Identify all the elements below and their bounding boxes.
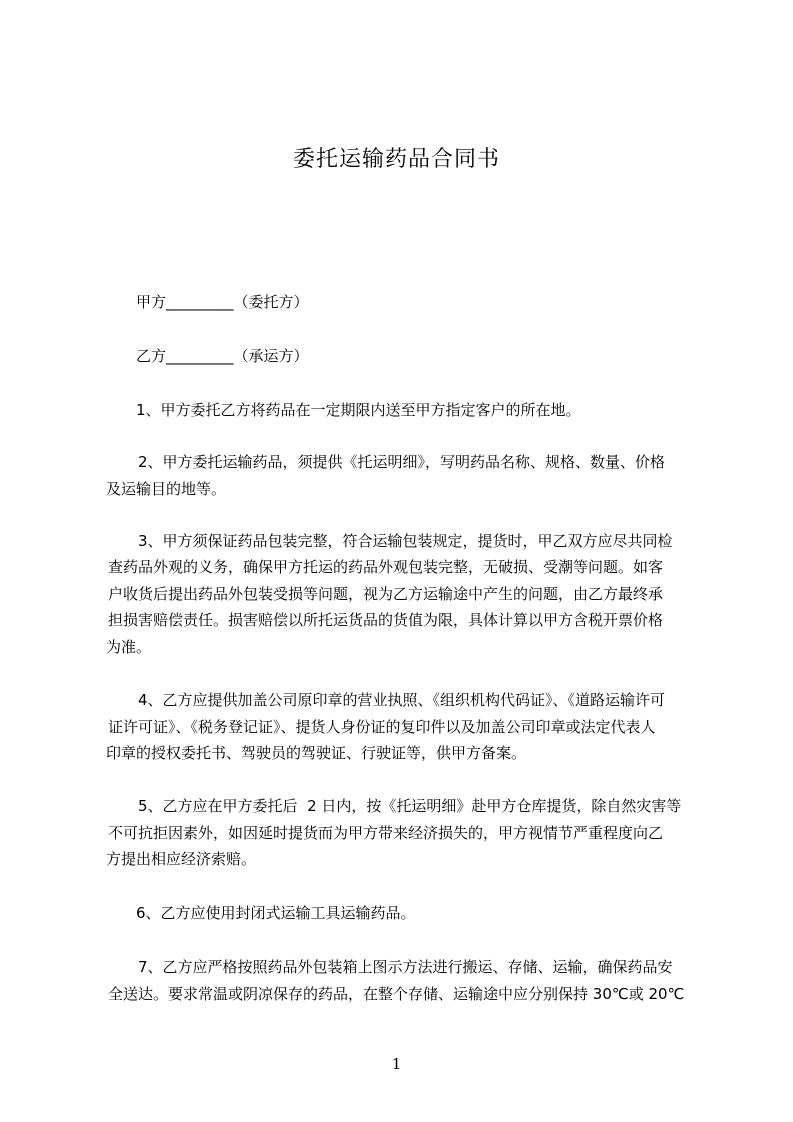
clause-1-line-1: 1、甲方委托乙方将药品在一定期限内送至甲方指定客户的所在地。 [136, 401, 581, 419]
clause-3-line-3: 户收货后提出药品外包装受损等问题，视为乙方运输途中产生的问题，由乙方最终承 [108, 585, 664, 603]
clause-7-line-1: 7、乙方应严格按照药品外包装箱上图示方法进行搬运、存储、运输，确保药品安 [138, 958, 673, 976]
clause-3-line-1: 3、甲方须保证药品包装完整，符合运输包装规定，提货时，甲乙双方应尽共同检 [138, 532, 673, 550]
clause-4-line-3: 印章的授权委托书、驾驶员的驾驶证、行驶证等，供甲方备案。 [106, 744, 527, 762]
clause-4-line-2: 证许可证》、《税务登记证》、提货人身份证的复印件以及加盖公司印章或法定代表人 [108, 718, 656, 736]
party-a-line: 甲方_________（委托方） [136, 293, 309, 311]
clause-6-line-1: 6、乙方应使用封闭式运输工具运输药品。 [136, 904, 416, 922]
page-number: 1 [391, 1055, 402, 1073]
clause-3-line-4: 担损害赔偿责任。损害赔偿以所托运货品的货值为限，具体计算以甲方含税开票价格 [108, 611, 664, 629]
clause-5-line-2: 不可抗拒因素外，如因延时提货而为甲方带来经济损失的，甲方视情节严重程度向乙 [108, 824, 664, 842]
clause-2-line-2: 及运输目的地等。 [106, 480, 227, 498]
document-title: 委托运输药品合同书 [292, 147, 500, 172]
clause-2-line-1: 2、甲方委托运输药品，须提供《托运明细》，写明药品名称、规格、数量、价格 [138, 453, 666, 471]
clause-3-line-2: 查药品外观的义务，确保甲方托运的药品外观包装完整，无破损、受潮等问题。如客 [108, 558, 664, 576]
clause-7-line-2: 全送达。要求常温或阴凉保存的药品，在整个存储、运输途中应分别保持 30℃或 20℃ [108, 985, 685, 1003]
clause-5-line-3: 方提出相应经济索赔。 [106, 850, 257, 868]
clause-5-line-1: 5、乙方应在甲方委托后 2 日内，按《托运明细》赴甲方仓库提货，除自然灾害等 [138, 797, 682, 815]
party-b-line: 乙方_________（承运方） [136, 347, 309, 365]
clause-3-line-5: 为准。 [106, 638, 152, 656]
clause-4-line-1: 4、乙方应提供加盖公司原印章的营业执照、《组织机构代码证》、《道路运输许可 [138, 691, 666, 709]
